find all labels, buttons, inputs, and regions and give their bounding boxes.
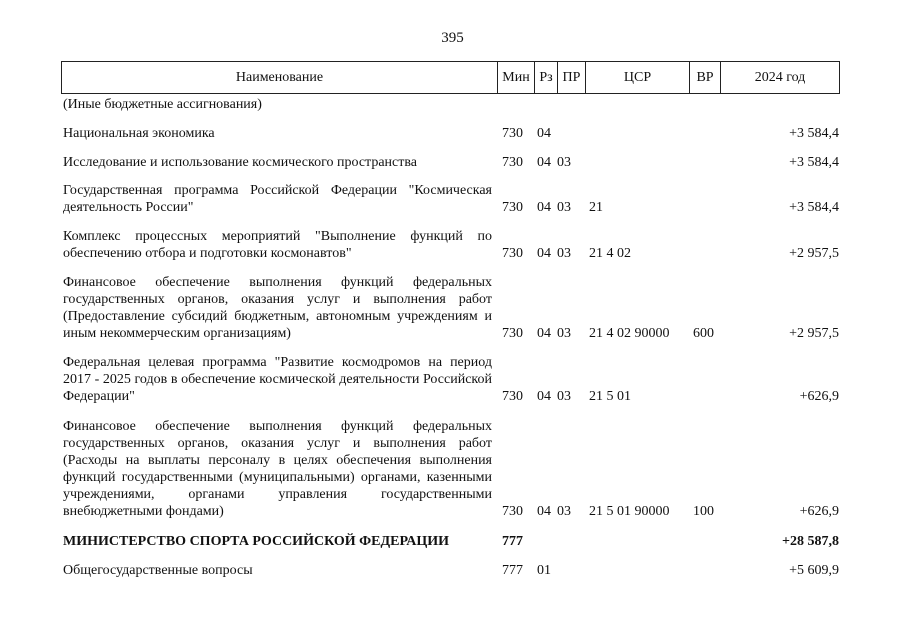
row-min: 777 — [502, 563, 523, 578]
row-rz: 04 — [537, 504, 551, 519]
row-pr: 03 — [557, 200, 571, 215]
row-vr: 600 — [693, 326, 714, 341]
header-pr: ПР — [558, 62, 586, 93]
row-name: МИНИСТЕРСТВО СПОРТА РОССИЙСКОЙ ФЕДЕРАЦИИ — [63, 534, 450, 549]
row-sum: +28 587,8 — [782, 534, 839, 549]
row-sum: +3 584,4 — [789, 200, 839, 215]
row-sum: +626,9 — [799, 504, 839, 519]
row-csr: 21 4 02 90000 — [589, 326, 670, 341]
row-name: Финансовое обеспечение выполнения функций федеральных государственных органов, оказания услуг и выполнения работ (Предоставление субсидий бюджетным, автономным учреждениям и иным некоммерческим организациям) — [63, 275, 492, 341]
table-header — [61, 61, 840, 94]
row-name: Исследование и использование космического пространства — [63, 155, 418, 170]
header-rz: Рз — [535, 62, 558, 93]
row-min: 730 — [502, 246, 523, 261]
row-vr: 100 — [693, 504, 714, 519]
row-pr: 03 — [557, 504, 571, 519]
row-min: 730 — [502, 326, 523, 341]
row-min: 730 — [502, 155, 523, 170]
row-name: Общегосударственные вопросы — [63, 563, 253, 578]
row-rz: 04 — [537, 246, 551, 261]
row-name: Финансовое обеспечение выполнения функций федеральных государственных органов, оказания услуг и выполнения работ (Расходы на выплаты персоналу в целях обеспечения выполнения функций государственными (муниципальными) органами, казенными учреждениями, органами управления государственными внебюджетными фондами) — [63, 419, 492, 519]
row-sum: +2 957,5 — [789, 246, 839, 261]
row-pr: 03 — [557, 246, 571, 261]
header-min: Мин — [498, 62, 535, 93]
page-number: 395 — [441, 30, 464, 46]
row-pr: 03 — [557, 389, 571, 404]
row-csr: 21 5 01 — [589, 389, 631, 404]
row-sum: +3 584,4 — [789, 155, 839, 170]
row-sum: +3 584,4 — [789, 126, 839, 141]
row-rz: 04 — [537, 200, 551, 215]
row-csr: 21 — [589, 200, 603, 215]
row-min: 730 — [502, 126, 523, 141]
header-vr: ВР — [690, 62, 721, 93]
row-name: Государственная программа Российской Федерации "Космическая деятельность России" — [63, 183, 492, 215]
row-min: 730 — [502, 504, 523, 519]
row-csr: 21 4 02 — [589, 246, 631, 261]
row-name: Федеральная целевая программа "Развитие космодромов на период 2017 - 2025 годов в обеспечение космической деятельности Российской Федерации" — [63, 355, 492, 404]
row-sum: +5 609,9 — [789, 563, 839, 578]
row-min: 730 — [502, 389, 523, 404]
row-name: (Иные бюджетные ассигнования) — [63, 97, 262, 112]
header-year: 2024 год — [754, 69, 806, 85]
row-min: 777 — [502, 534, 523, 549]
row-rz: 04 — [537, 155, 551, 170]
row-sum: +626,9 — [799, 389, 839, 404]
row-sum: +2 957,5 — [789, 326, 839, 341]
row-name: Комплекс процессных мероприятий "Выполнение функций по обеспечению отбора и подготовки космонавтов" — [63, 229, 492, 261]
row-pr: 03 — [557, 155, 571, 170]
row-rz: 01 — [537, 563, 551, 578]
row-rz: 04 — [537, 389, 551, 404]
row-min: 730 — [502, 200, 523, 215]
row-pr: 03 — [557, 326, 571, 341]
header-csr: ЦСР — [586, 62, 690, 93]
header-name: Наименование — [62, 62, 498, 93]
row-rz: 04 — [537, 126, 551, 141]
row-rz: 04 — [537, 326, 551, 341]
row-name: Национальная экономика — [63, 126, 215, 141]
row-csr: 21 5 01 90000 — [589, 504, 670, 519]
